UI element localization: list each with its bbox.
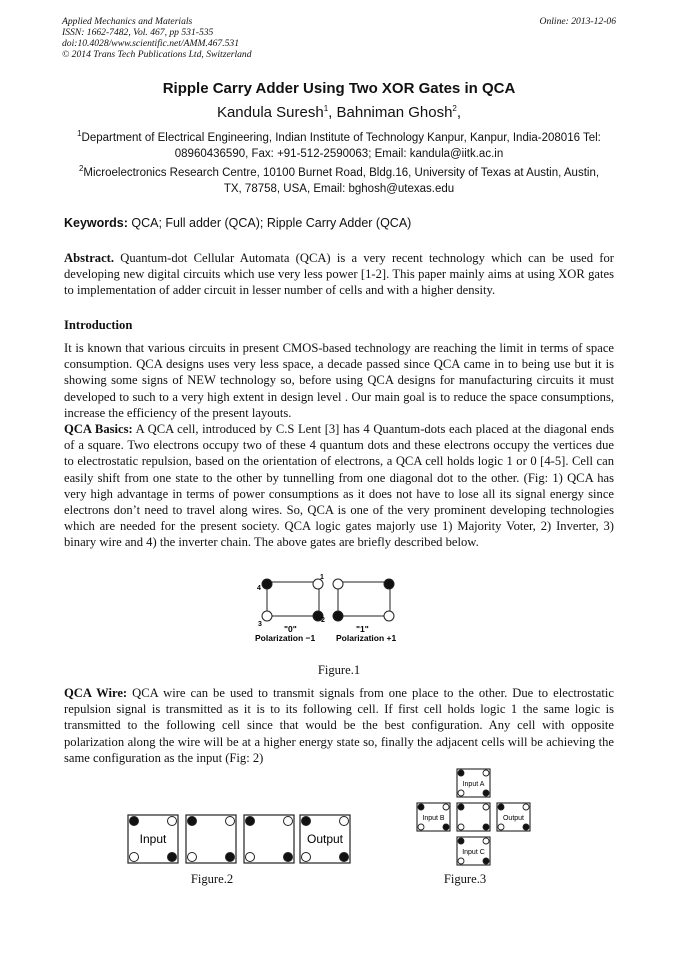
quantum-dot-filled xyxy=(284,853,293,862)
quantum-dot-empty xyxy=(226,817,235,826)
author-list xyxy=(0,104,678,121)
keywords-label: Keywords: xyxy=(64,216,128,230)
quantum-dot-filled xyxy=(443,824,449,830)
affiliation-1 xyxy=(70,130,608,162)
qca-basics-text: A QCA cell, introduced by C.S Lent [3] has 4 Quantum-dots each placed at the diagonal ends of a square. Two electrons occupy two of these 4 quantum dots and these electrons occupy the vertices due to electrostatic repulsion, based on the orientation of electrons, a QCA cell holds logic 1 or 0 [4-5]. Cell can easily shift from one state to the other by tunnelling from one diagonal dot to the other. (Fig: 1) QCA has very high advantage in terms of power consumptions as it does not have to lose all its signal energy since electrons don’t need to travel along wires. So, QCA is one of the very prominent developing technologies which are needed for the present society. QCA logic gates majorly use 1) Majority Voter, 2) Inverter, 3) binary wire and 4) the inverter chain. The above gates are briefly described below. xyxy=(64,422,614,550)
quantum-dot-empty xyxy=(302,853,311,862)
journal-header xyxy=(62,16,252,60)
author-2-sup: 2 xyxy=(452,104,457,113)
keywords-text: QCA; Full adder (QCA); Ripple Carry Adder (QCA) xyxy=(127,216,412,230)
author-separator: , xyxy=(328,104,337,121)
affiliation-1-sup: 1 xyxy=(77,129,82,139)
quantum-dot-filled xyxy=(458,804,464,810)
quantum-dot-empty xyxy=(418,824,424,830)
wire-output-label: Output xyxy=(306,832,344,846)
qca-wire-text: QCA wire can be used to transmit signals from one place to the other. Due to electrostatic repulsion signal is transmitted as it is to its following cell. If first cell holds logic 1 the same logic is transmitted to the following cell since that would be the best configuration. Any cell with opposite polarization along the wire will be at a higher energy state so, finally the adjacent cells will be achieving the same configuration as the input (Fig: 2) xyxy=(64,686,614,765)
quantum-dot-empty xyxy=(443,804,449,810)
polarization-plus-label: Polarization +1 xyxy=(336,633,397,643)
qca-wire-paragraph xyxy=(64,685,614,766)
quantum-dot-empty xyxy=(168,817,177,826)
figure-2-diagram xyxy=(127,814,351,864)
quantum-dot-filled xyxy=(226,853,235,862)
quantum-dot-empty xyxy=(483,804,489,810)
quantum-dot-filled xyxy=(384,579,394,589)
quantum-dot-filled xyxy=(483,790,489,796)
quantum-dot-filled xyxy=(188,817,197,826)
quantum-dot-filled xyxy=(302,817,311,826)
quantum-dot-filled xyxy=(130,817,139,826)
paper-title: Ripple Carry Adder Using Two XOR Gates in QCA xyxy=(162,80,516,97)
author-1-sup: 1 xyxy=(323,104,329,113)
affiliation-2 xyxy=(70,165,608,197)
figure-2-caption: Figure.2 xyxy=(190,872,234,886)
quantum-dot-empty xyxy=(284,817,293,826)
qca-cell-1-frame xyxy=(338,582,390,616)
abstract-text: Quantum-dot Cellular Automata (QCA) is a very recent technology which can be used for developing new digital circuits which use very less power [1-2]. This paper mainly aims at using XOR gates to implementation of adder circuit in lesser number of cells and with a higher density. xyxy=(64,251,614,298)
quantum-dot-filled xyxy=(458,770,464,776)
input-b-label: Input B xyxy=(422,815,445,822)
quantum-dot-filled xyxy=(333,611,343,621)
input-a-label: Input A xyxy=(462,781,485,788)
quantum-dot-empty xyxy=(458,858,464,864)
quantum-dot-empty xyxy=(130,853,139,862)
section-heading-introduction: Introduction xyxy=(64,318,133,332)
quantum-dot-filled xyxy=(262,579,272,589)
quantum-dot-filled xyxy=(498,804,504,810)
qca-wire-label: QCA Wire: xyxy=(64,686,128,700)
quantum-dot-empty xyxy=(523,804,529,810)
quantum-dot-filled xyxy=(523,824,529,830)
quantum-dot-filled xyxy=(168,853,177,862)
abstract xyxy=(64,250,614,299)
output-label: Output xyxy=(502,815,525,822)
journal-name: Applied Mechanics and Materials xyxy=(62,16,193,27)
quantum-dot-empty xyxy=(333,579,343,589)
cell-1-label: "1" xyxy=(356,624,369,634)
abstract-label: Abstract. xyxy=(64,251,115,265)
affiliation-2-sup: 2 xyxy=(78,164,84,174)
author-2: Bahniman Ghosh xyxy=(336,104,453,121)
polarization-minus-label: Polarization −1 xyxy=(255,633,316,643)
quantum-dot-filled xyxy=(483,824,489,830)
online-date: Online: 2013-12-06 xyxy=(539,16,616,27)
issn-line: ISSN: 1662-7482, Vol. 467, pp 531-535 xyxy=(62,27,214,38)
input-c-label: Input C xyxy=(462,849,485,856)
affiliation-2-text: Microelectronics Research Centre, 10100 Burnet Road, Bldg.16, University of Texas at Austin, Austin, TX, 78758, USA, Email: bghosh@utexas.edu xyxy=(83,167,600,195)
author-tail: , xyxy=(456,104,462,121)
author-1: Kandula Suresh xyxy=(216,104,324,121)
qca-basics-label: QCA Basics: xyxy=(64,422,133,436)
quantum-dot-empty xyxy=(340,817,349,826)
qca-basics-paragraph xyxy=(64,421,614,551)
quantum-dot-filled xyxy=(340,853,349,862)
quantum-dot-empty xyxy=(458,824,464,830)
figure-1-caption: Figure.1 xyxy=(317,663,361,677)
quantum-dot-filled xyxy=(246,817,255,826)
cell-0-label: "0" xyxy=(284,624,297,634)
figure-3-caption: Figure.3 xyxy=(443,872,487,886)
figure-1-diagram xyxy=(250,570,420,646)
doi-line: doi:10.4028/www.scientific.net/AMM.467.531 xyxy=(62,38,240,49)
quantum-dot-empty xyxy=(458,790,464,796)
quantum-dot-empty xyxy=(483,838,489,844)
affiliation-1-text: Department of Electrical Engineering, Indian Institute of Technology Kanpur, Kanpur, India-208016 Tel: 08960436590, Fax: +91-512-2590063; Email: kandula@iitk.ac.in xyxy=(81,132,601,160)
dot-label-2: 2 xyxy=(321,617,325,624)
quantum-dot-empty xyxy=(483,770,489,776)
intro-paragraph: It is known that various circuits in present CMOS-based technology are reaching the limit in terms of space consumption. QCA designs uses very less space, a decade passed since QCA came in to being use but it is showing some signs of NEW technology so, before using QCA designs for manufacturing circuits it must developed to such to a very high extent in design level . Our main goal is to reduce the space consumptions, increase the efficiency of the present layouts. xyxy=(64,341,614,420)
quantum-dot-empty xyxy=(262,611,272,621)
qca-cell-0-frame xyxy=(267,582,319,616)
copyright-line: © 2014 Trans Tech Publications Ltd, Switzerland xyxy=(62,49,252,60)
quantum-dot-filled xyxy=(418,804,424,810)
quantum-dot-filled xyxy=(483,858,489,864)
dot-label-1: 1 xyxy=(320,574,324,581)
quantum-dot-filled xyxy=(458,838,464,844)
quantum-dot-empty xyxy=(188,853,197,862)
dot-label-4: 4 xyxy=(257,585,261,592)
wire-input-label: Input xyxy=(139,832,167,846)
keywords xyxy=(64,216,411,230)
quantum-dot-empty xyxy=(384,611,394,621)
dot-label-3: 3 xyxy=(258,621,262,628)
quantum-dot-empty xyxy=(498,824,504,830)
quantum-dot-empty xyxy=(246,853,255,862)
figure-3-diagram xyxy=(415,768,533,866)
